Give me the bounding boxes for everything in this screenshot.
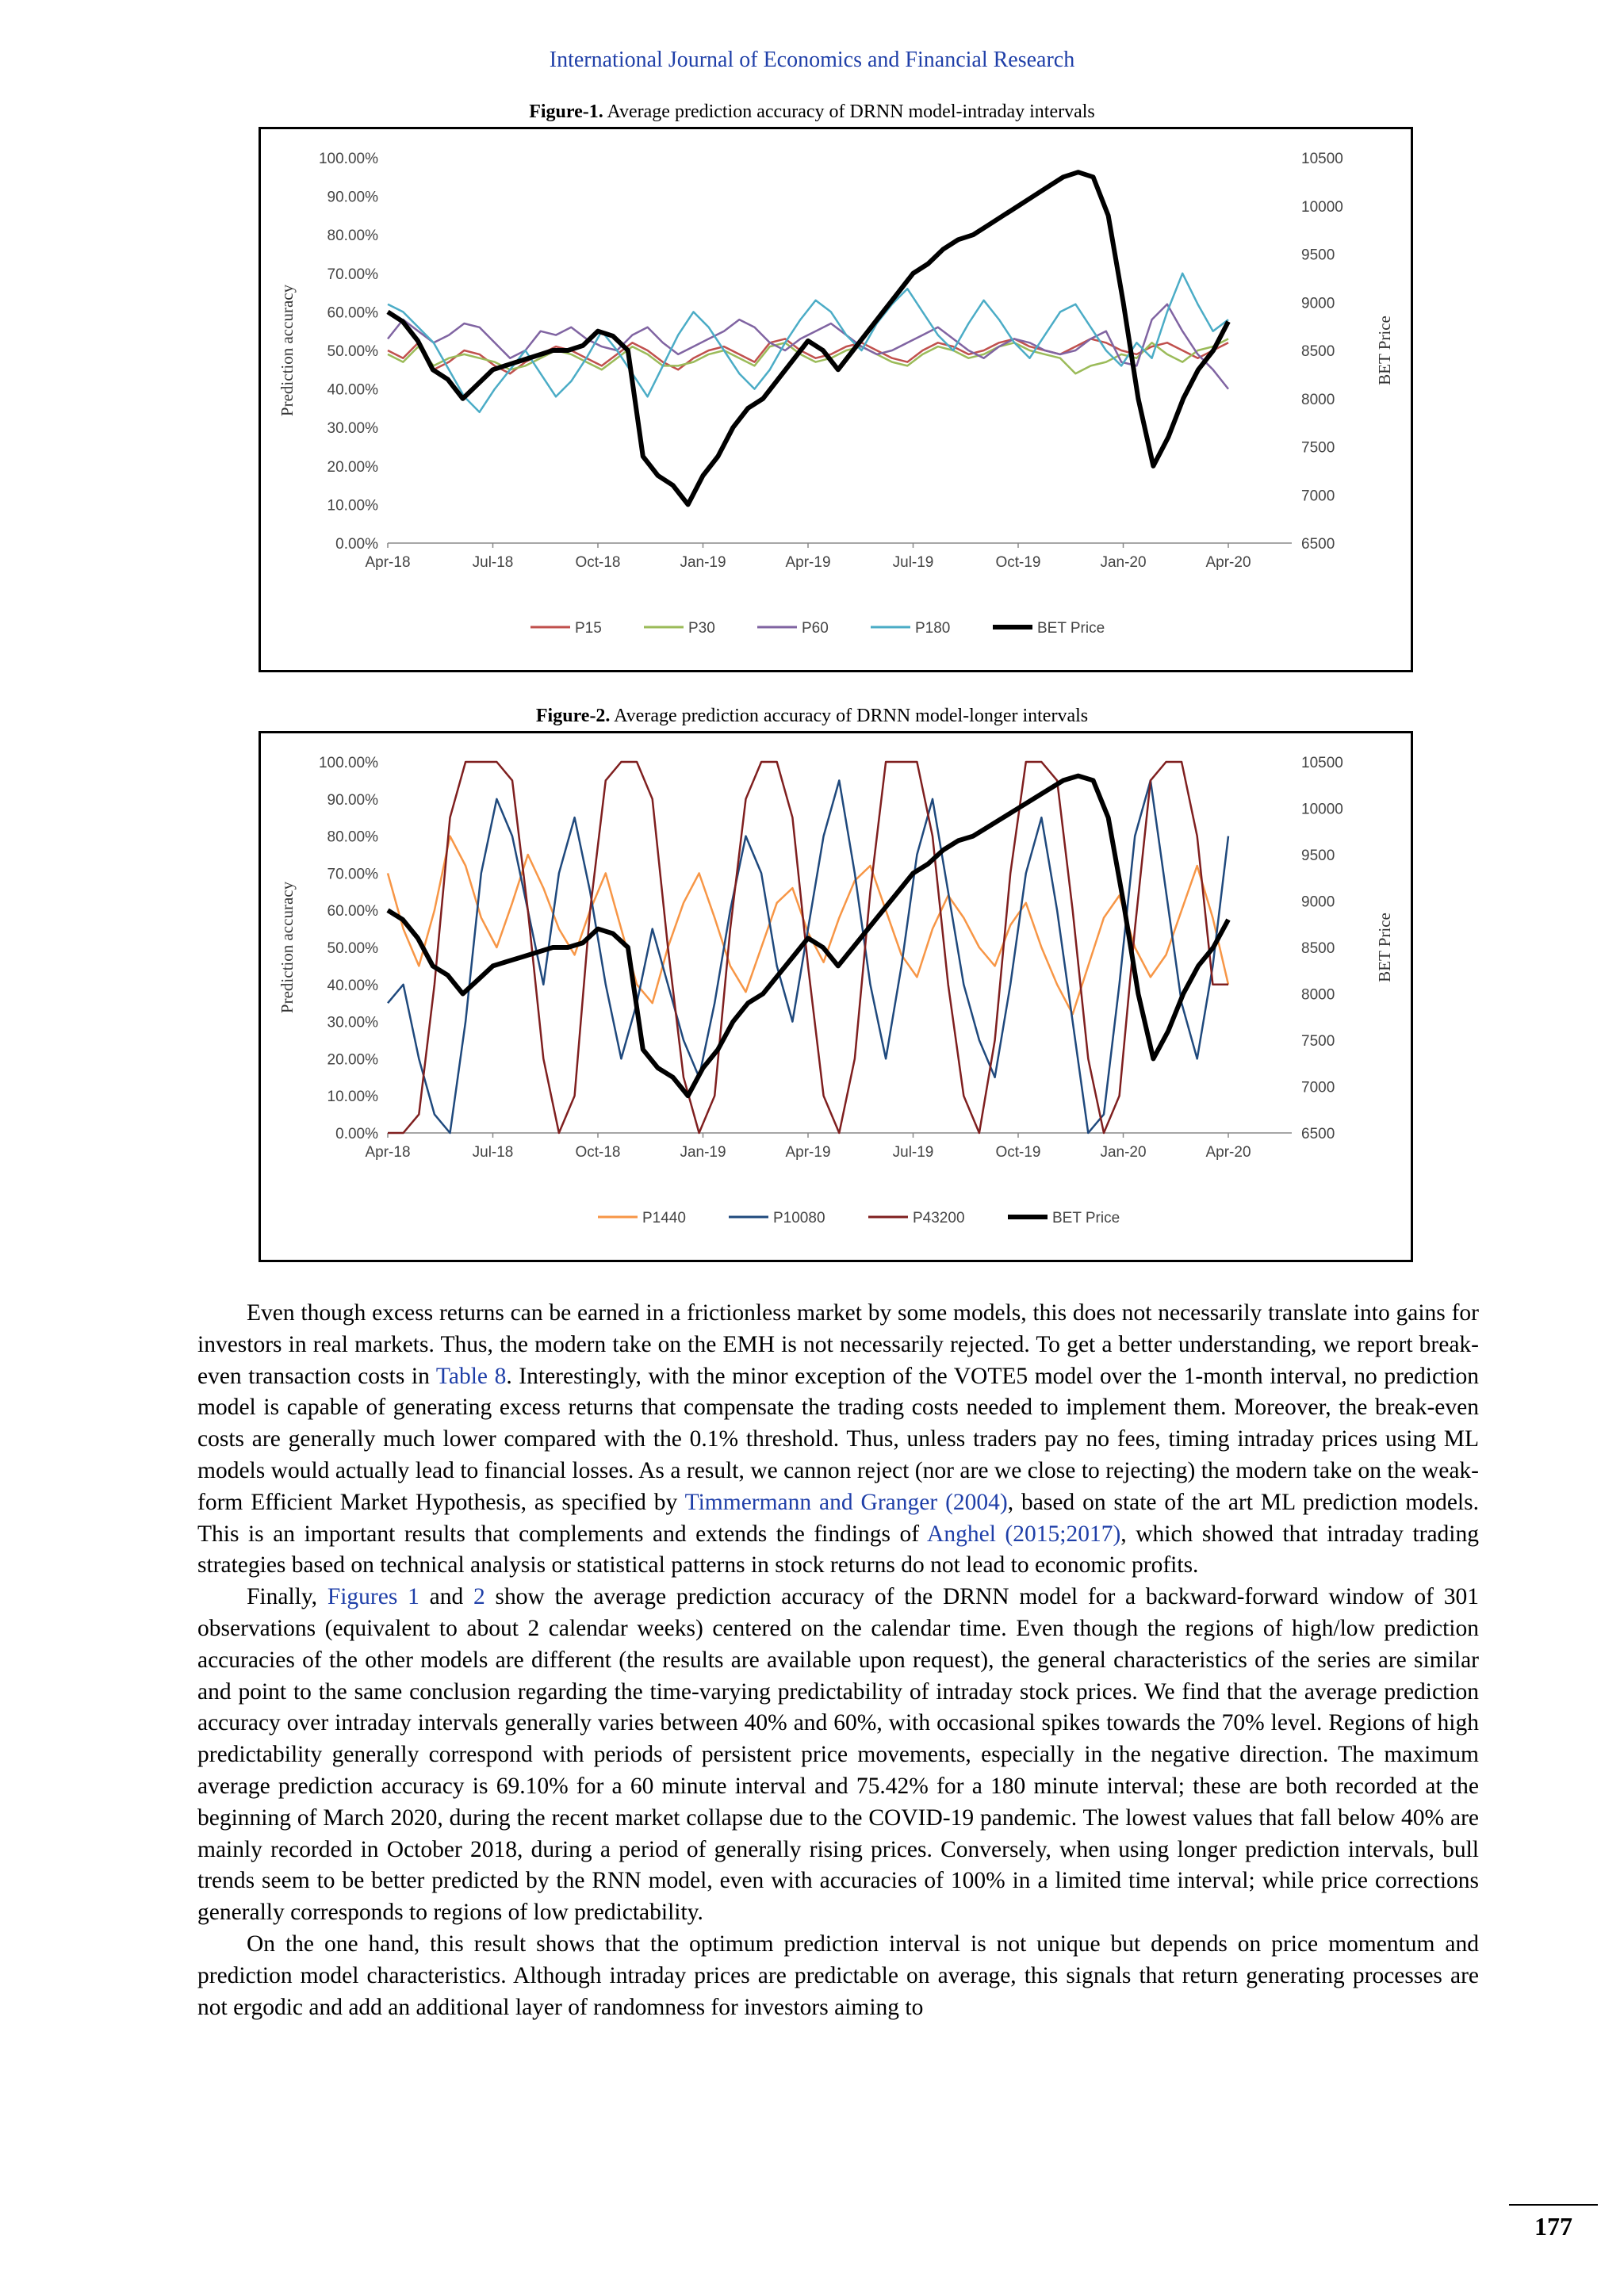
figure-1-chart bbox=[261, 129, 1411, 670]
y-tick-label: 40.00% bbox=[327, 977, 378, 994]
figure-2-label: Figure-2. bbox=[535, 706, 611, 726]
y-axis-label: Prediction accuracy bbox=[278, 284, 297, 417]
x-tick-label: Jan-19 bbox=[680, 554, 726, 571]
x-tick-label: Oct-19 bbox=[995, 1144, 1041, 1161]
x-tick-label: Jul-19 bbox=[892, 1144, 934, 1161]
y-tick-label: 60.00% bbox=[327, 304, 378, 322]
text-run: , which showed that intraday trading strategies based on technical analysis or statistical patterns in stock returns do not lead to economic profits. bbox=[197, 1521, 1480, 1578]
y-tick-label: 50.00% bbox=[327, 940, 378, 957]
figure-2-link[interactable]: 2 bbox=[473, 1584, 485, 1610]
body-text bbox=[197, 1298, 1479, 2023]
text-run: . Interestingly, with the minor exception of the VOTE5 model over the 1-month interval, no prediction model is capable of generating excess returns that compensate the trading costs needed to implement them. Moreover, the break-even costs are generally much lower compared with the 0.1% threshold. Thus, unless traders pay no fees, timing intraday prices using ML models would actually lead to financial losses. As a result, we cannon reject (nor are we close to rejecting) the modern take on the weak-form Efficient Market Hypothesis, as specified by bbox=[197, 1363, 1479, 1515]
figure-2-chart bbox=[261, 733, 1411, 1260]
legend-label: P30 bbox=[688, 620, 715, 637]
page-number-rule bbox=[1509, 2204, 1598, 2206]
legend-label: P60 bbox=[802, 620, 829, 637]
figure-2-caption-text: Average prediction accuracy of DRNN model-longer intervals bbox=[614, 706, 1089, 726]
legend-label: BET Price bbox=[1037, 620, 1105, 637]
y-tick-label: 20.00% bbox=[327, 1051, 378, 1069]
x-tick-label: Jul-19 bbox=[892, 554, 934, 571]
legend-label: P180 bbox=[915, 620, 951, 637]
y2-tick-label: 7000 bbox=[1301, 1079, 1335, 1096]
x-tick-label: Jan-20 bbox=[1100, 554, 1147, 571]
x-tick-label: Apr-19 bbox=[785, 1144, 831, 1161]
x-tick-label: Apr-19 bbox=[785, 554, 831, 571]
x-tick-label: Apr-18 bbox=[365, 1144, 411, 1161]
legend-label: P1440 bbox=[642, 1210, 686, 1226]
series-line-p60 bbox=[388, 304, 1228, 389]
legend-label: P15 bbox=[575, 620, 602, 637]
y-tick-label: 40.00% bbox=[327, 381, 378, 399]
figure-1-caption bbox=[0, 101, 1624, 123]
journal-header: International Journal of Economics and Financial Research bbox=[549, 48, 1075, 72]
timmermann-granger-link[interactable]: Timmermann and Granger (2004) bbox=[684, 1489, 1008, 1515]
paragraph-2 bbox=[197, 1582, 1479, 1929]
y-tick-label: 90.00% bbox=[327, 791, 378, 809]
y2-tick-label: 8500 bbox=[1301, 343, 1335, 360]
y-tick-label: 0.00% bbox=[335, 1126, 378, 1142]
y-tick-label: 0.00% bbox=[335, 536, 378, 553]
y-tick-label: 70.00% bbox=[327, 266, 378, 283]
anghel-link[interactable]: Anghel (2015;2017) bbox=[927, 1521, 1121, 1547]
y-tick-label: 10.00% bbox=[327, 1089, 378, 1106]
x-tick-label: Jan-19 bbox=[680, 1144, 726, 1161]
x-tick-label: Apr-20 bbox=[1205, 1144, 1251, 1161]
x-tick-label: Jan-20 bbox=[1100, 1144, 1147, 1161]
y-tick-label: 90.00% bbox=[327, 189, 378, 206]
text-run: , based on state of the art ML prediction models. This is an important results that complements and extends the findings of bbox=[197, 1489, 1479, 1547]
legend-label: BET Price bbox=[1052, 1210, 1120, 1226]
y2-tick-label: 10000 bbox=[1301, 801, 1343, 818]
y2-tick-label: 7000 bbox=[1301, 488, 1335, 505]
y-axis-label: Prediction accuracy bbox=[278, 881, 297, 1014]
y-tick-label: 70.00% bbox=[327, 866, 378, 883]
y2-axis-label: BET Price bbox=[1375, 316, 1394, 385]
y2-tick-label: 7500 bbox=[1301, 439, 1335, 457]
y-tick-label: 50.00% bbox=[327, 343, 378, 360]
figures-1-link[interactable]: Figures 1 bbox=[327, 1584, 419, 1610]
y-tick-label: 30.00% bbox=[327, 420, 378, 438]
figure-2-caption bbox=[0, 706, 1624, 727]
x-tick-label: Apr-18 bbox=[365, 554, 411, 571]
legend-label: P43200 bbox=[913, 1210, 965, 1226]
y-tick-label: 10.00% bbox=[327, 497, 378, 515]
x-tick-label: Oct-19 bbox=[995, 554, 1041, 571]
y2-tick-label: 8500 bbox=[1301, 940, 1335, 957]
series-line-p43200 bbox=[388, 762, 1228, 1133]
y-tick-label: 100.00% bbox=[318, 755, 378, 771]
x-tick-label: Oct-18 bbox=[575, 554, 621, 571]
y-tick-label: 100.00% bbox=[318, 151, 378, 167]
text-run: show the average prediction accuracy of the DRNN model for a backward-forward window of 301 observations (equivalent to about 2 calendar weeks) centered on the calendar time. Even though the regions of high/low prediction accuracies of the other models are different (the results are available upon request), the general characteristics of the series are similar and point to the same conclusion regarding the time-varying predictability of intraday stock prices. We find that the average prediction accuracy over intraday intervals generally varies between 40% and 60%, with occasional spikes towards the 70% level. Regions of high predictability generally correspond with periods of persistent price movements, especially in the negative direction. The maximum average prediction accuracy is 69.10% for a 60 minute interval and 75.42% for a 180 minute interval; these are both recorded at the beginning of March 2020, during the recent market collapse due to the COVID-19 pandemic. The lowest values that fall below 40% are mainly recorded in October 2018, during a period of generally rising prices. Conversely, when using longer prediction intervals, bull trends seem to be better predicted by the RNN model, even with accuracies of 100% in a limited time interval; while price corrections generally corresponds to regions of low predictability. bbox=[197, 1584, 1479, 1926]
y2-tick-label: 9500 bbox=[1301, 848, 1335, 864]
text-run: Finally, bbox=[247, 1584, 327, 1610]
y2-tick-label: 8000 bbox=[1301, 391, 1335, 408]
text-run: and bbox=[419, 1584, 474, 1610]
text-run: Even though excess returns can be earned in a frictionless market by some models, this does not necessarily translate into gains for investors in real markets. Thus, the modern take on the EMH is not necessarily rejected. To get a better understanding, we report break-even transaction costs in bbox=[197, 1300, 1479, 1389]
figure-1-label: Figure-1. bbox=[529, 101, 603, 122]
paragraph-1 bbox=[197, 1298, 1479, 1582]
y2-tick-label: 9500 bbox=[1301, 247, 1335, 264]
x-tick-label: Jul-18 bbox=[472, 1144, 514, 1161]
y2-axis-label: BET Price bbox=[1375, 913, 1394, 982]
table-8-link[interactable]: Table 8 bbox=[435, 1363, 507, 1389]
x-tick-label: Oct-18 bbox=[575, 1144, 621, 1161]
y2-tick-label: 9000 bbox=[1301, 295, 1335, 312]
y2-tick-label: 10500 bbox=[1301, 755, 1343, 771]
y2-tick-label: 7500 bbox=[1301, 1033, 1335, 1050]
y2-tick-label: 6500 bbox=[1301, 536, 1335, 553]
x-tick-label: Apr-20 bbox=[1205, 554, 1251, 571]
y2-tick-label: 9000 bbox=[1301, 894, 1335, 911]
y-tick-label: 30.00% bbox=[327, 1014, 378, 1031]
y2-tick-label: 8000 bbox=[1301, 986, 1335, 1004]
y2-tick-label: 10000 bbox=[1301, 198, 1343, 216]
y-tick-label: 60.00% bbox=[327, 903, 378, 920]
figure-1-frame bbox=[259, 127, 1413, 672]
y-tick-label: 20.00% bbox=[327, 458, 378, 476]
series-line-bet-price bbox=[388, 776, 1228, 1096]
series-line-bet-price bbox=[388, 172, 1228, 504]
figure-1-caption-text: Average prediction accuracy of DRNN model-intraday intervals bbox=[607, 101, 1095, 122]
y2-tick-label: 10500 bbox=[1301, 151, 1343, 167]
page-number: 177 bbox=[1534, 2212, 1572, 2241]
x-tick-label: Jul-18 bbox=[472, 554, 514, 571]
y-tick-label: 80.00% bbox=[327, 228, 378, 245]
y2-tick-label: 6500 bbox=[1301, 1126, 1335, 1142]
legend-label: P10080 bbox=[773, 1210, 825, 1226]
y-tick-label: 80.00% bbox=[327, 828, 378, 846]
paragraph-3: On the one hand, this result shows that the optimum prediction interval is not unique but depends on price momentum and prediction model characteristics. Although intraday prices are predictable on average, this signals that return generating processes are not ergodic and add an additional layer of randomness for investors aiming to bbox=[197, 1931, 1479, 2020]
figure-2-frame bbox=[259, 731, 1413, 1262]
